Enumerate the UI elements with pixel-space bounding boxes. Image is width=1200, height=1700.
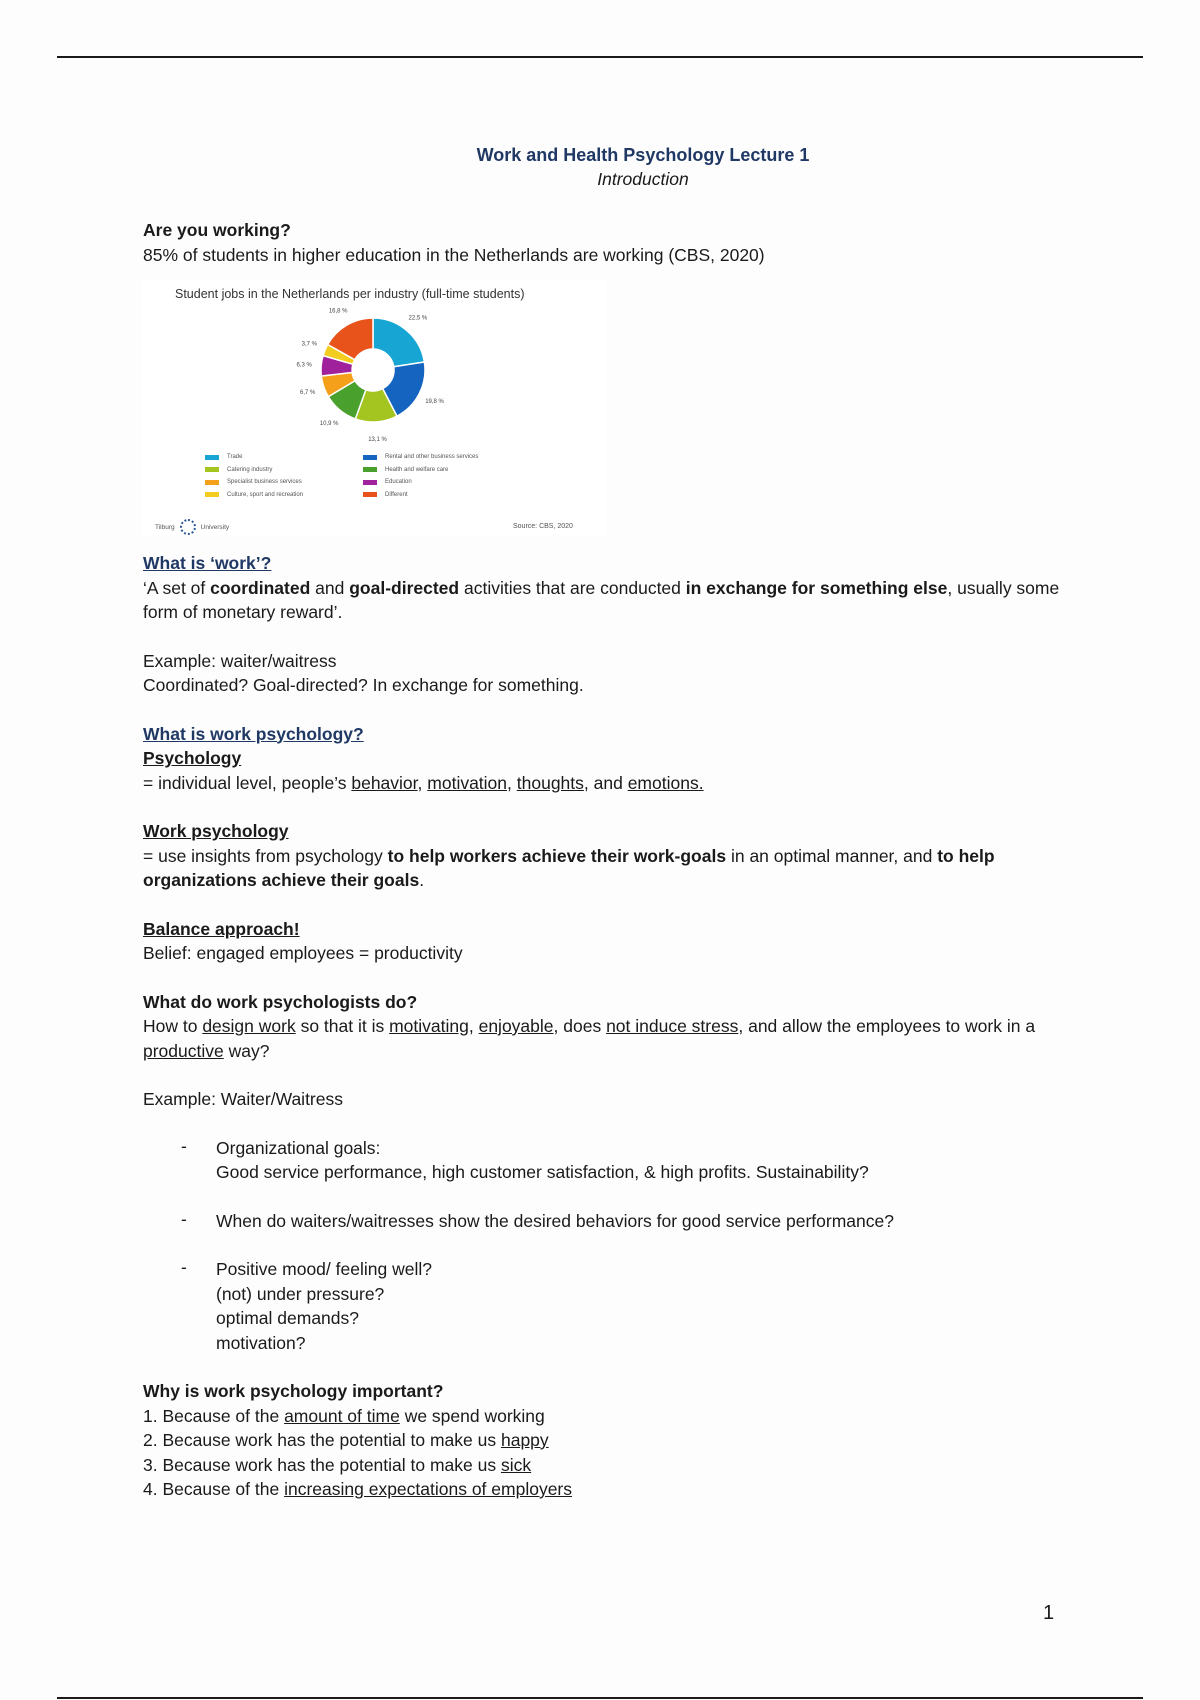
pie-slice bbox=[373, 318, 424, 367]
legend-swatch bbox=[205, 480, 219, 485]
bullet-line: Positive mood/ feeling well? bbox=[216, 1259, 432, 1279]
legend-swatch bbox=[363, 492, 377, 497]
section-heading-working: Are you working? bbox=[143, 220, 291, 240]
chart-legend-right bbox=[363, 451, 478, 501]
document-page bbox=[143, 145, 1093, 1502]
bullet-line: Organizational goals: bbox=[216, 1137, 381, 1158]
bullet-item bbox=[181, 1136, 1093, 1185]
importance-item: 2. Because work has the potential to make us happy bbox=[143, 1430, 549, 1450]
document-title: Work and Health Psychology Lecture 1 bbox=[476, 145, 810, 165]
pie-data-label: 19,8 % bbox=[425, 399, 444, 406]
legend-label: Health and welfare care bbox=[385, 466, 449, 473]
pie-data-label: 3,7 % bbox=[301, 341, 318, 348]
bullet-dash: - bbox=[181, 1135, 187, 1156]
bullet-line: When do waiters/waitresses show the desired behaviors for good service performance? bbox=[216, 1210, 894, 1231]
legend-label: Different bbox=[385, 491, 408, 498]
importance-item: 1. Because of the amount of time we spend working bbox=[143, 1405, 545, 1426]
bullet-dash: - bbox=[181, 1208, 187, 1229]
work-definition: ‘A set of coordinated and goal-directed activities that are conducted in exchange for something else, usually some form of monetary reward’. bbox=[143, 577, 1060, 622]
bottom-rule bbox=[57, 1697, 1143, 1699]
bullet-line: optimal demands? bbox=[216, 1308, 359, 1328]
legend-label: Culture, sport and recreation bbox=[227, 491, 304, 498]
top-rule bbox=[57, 56, 1143, 58]
logo-left-text: Tilburg bbox=[155, 523, 175, 531]
section-heading-psychologists-do: What do work psychologists do? bbox=[143, 991, 418, 1012]
page-number: 1 bbox=[1043, 1602, 1055, 1624]
legend-swatch bbox=[363, 467, 377, 472]
bullet-item bbox=[181, 1209, 1093, 1234]
pie-data-label: 16,8 % bbox=[328, 308, 348, 315]
legend-item bbox=[205, 476, 303, 489]
bullet-list bbox=[181, 1136, 1093, 1356]
importance-item: 4. Because of the increasing expectations of employers bbox=[143, 1479, 573, 1499]
legend-item bbox=[363, 476, 478, 489]
psychologists-do-text: How to design work so that it is motivating, enjoyable, does not induce stress, and allow the employees to work in a productive way? bbox=[143, 1016, 1036, 1061]
legend-label: Trade bbox=[227, 454, 243, 460]
importance-item: 3. Because work has the potential to make us sick bbox=[143, 1454, 532, 1475]
university-logo bbox=[155, 519, 229, 535]
pie-data-label: 13,1 % bbox=[368, 436, 387, 443]
legend-label: Rental and other business services bbox=[385, 454, 479, 460]
legend-swatch bbox=[205, 455, 219, 460]
bullet-line: (not) under pressure? bbox=[216, 1283, 385, 1304]
legend-label: Education bbox=[385, 479, 412, 485]
subheading-psychology: Psychology bbox=[143, 748, 242, 768]
bullet-item bbox=[181, 1257, 1093, 1355]
legend-label: Catering industry bbox=[227, 466, 273, 473]
subheading-balance-approach: Balance approach! bbox=[143, 918, 300, 939]
section-heading-work: What is ‘work’? bbox=[143, 553, 272, 573]
importance-list bbox=[143, 1404, 1093, 1502]
work-questions: Coordinated? Goal-directed? In exchange for something. bbox=[143, 675, 584, 695]
document-subtitle: Introduction bbox=[597, 169, 689, 189]
belief-text: Belief: engaged employees = productivity bbox=[143, 943, 463, 963]
pie-data-label: 22,5 % bbox=[408, 315, 428, 322]
legend-label: Specialist business services bbox=[227, 479, 302, 485]
legend-swatch bbox=[363, 455, 377, 460]
chart-legend-left bbox=[205, 451, 303, 501]
legend-swatch bbox=[205, 492, 219, 497]
chart-title: Student jobs in the Netherlands per industry (full-time students) bbox=[175, 287, 525, 301]
pie-chart-figure bbox=[141, 279, 606, 537]
legend-swatch bbox=[205, 467, 219, 472]
psychology-definition: = individual level, people’s behavior, motivation, thoughts, and emotions. bbox=[143, 772, 704, 793]
legend-item bbox=[205, 464, 303, 477]
section-heading-work-psychology: What is work psychology? bbox=[143, 723, 364, 744]
legend-item bbox=[363, 489, 478, 502]
section-heading-importance: Why is work psychology important? bbox=[143, 1381, 444, 1401]
bullet-line: Good service performance, high customer satisfaction, & high profits. Sustainability? bbox=[216, 1162, 869, 1182]
logo-right-text: University bbox=[200, 523, 230, 531]
pie-data-label: 6,7 % bbox=[299, 390, 316, 397]
bullet-line: motivation? bbox=[216, 1332, 306, 1353]
pie-data-label: 6,3 % bbox=[296, 362, 312, 369]
legend-item bbox=[363, 451, 478, 464]
subheading-work-psychology: Work psychology bbox=[143, 821, 289, 841]
legend-item bbox=[205, 489, 303, 502]
waiter-example: Example: Waiter/Waitress bbox=[143, 1089, 343, 1109]
work-psychology-definition: = use insights from psychology to help workers achieve their work-goals in an optimal manner, and to help organizations achieve their goals. bbox=[143, 845, 995, 890]
bullet-dash: - bbox=[181, 1257, 187, 1277]
work-example: Example: waiter/waitress bbox=[143, 650, 337, 671]
intro-text: 85% of students in higher education in the Netherlands are working (CBS, 2020) bbox=[143, 244, 765, 265]
pie-data-label: 10,9 % bbox=[319, 421, 339, 428]
legend-item bbox=[205, 451, 303, 464]
chart-source: Source: CBS, 2020 bbox=[513, 523, 573, 530]
legend-item bbox=[363, 464, 478, 477]
logo-emblem-icon bbox=[180, 519, 196, 535]
legend-swatch bbox=[363, 480, 377, 485]
